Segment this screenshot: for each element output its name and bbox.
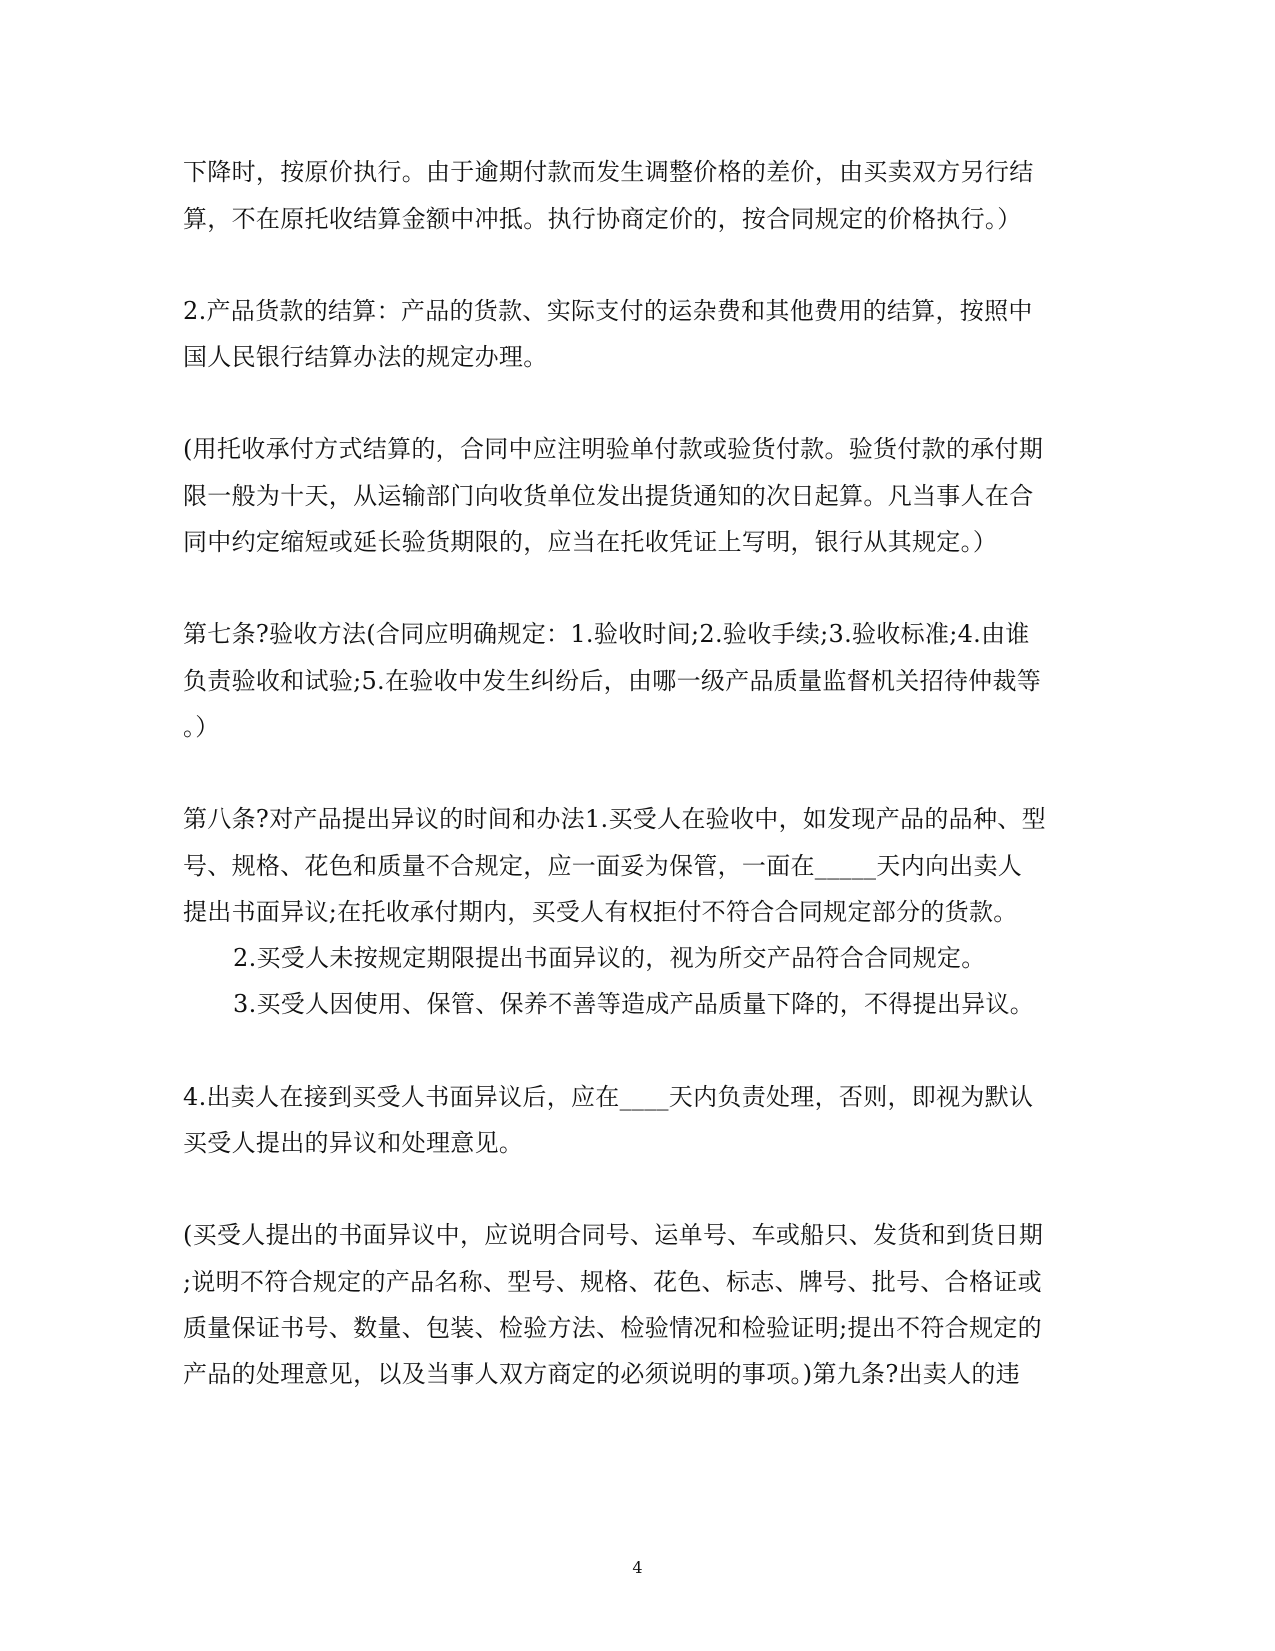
page-number: 4 [632,1558,643,1577]
text-line: 2.买受人未按规定期限提出书面异议的，视为所交产品符合合同规定。 [233,944,986,972]
text-line: 提出书面异议;在托收承付期内，买受人有权拒付不符合合同规定部分的货款。 [183,898,1018,926]
text-line: (买受人提出的书面异议中，应说明合同号、运单号、车或船只、发货和到货日期 [183,1221,1044,1249]
text-line: ;说明不符合规定的产品名称、型号、规格、花色、标志、牌号、批号、合格证或 [183,1268,1042,1296]
text-line: 第七条?验收方法(合同应明确规定：1.验收时间;2.验收手续;3.验收标准;4.由谁 [183,620,1030,648]
text-line: 第八条?对产品提出异议的时间和办法1.买受人在验收中，如发现产品的品种、型 [183,805,1046,833]
text-line: 同中约定缩短或延长验货期限的，应当在托收凭证上写明，银行从其规定。） [183,528,998,556]
text-line: 4.出卖人在接到买受人书面异议后，应在____天内负责处理，否则，即视为默认 [183,1083,1034,1111]
text-line: 限一般为十天，从运输部门向收货单位发出提货通知的次日起算。凡当事人在合 [183,482,1034,510]
text-line: 国人民银行结算办法的规定办理。 [183,343,548,371]
text-line: 算，不在原托收结算金额中冲抵。执行协商定价的，按合同规定的价格执行。） [183,205,1022,233]
text-line: 产品的处理意见，以及当事人双方商定的必须说明的事项。)第九条?出卖人的违 [183,1360,1021,1388]
text-line: 负责验收和试验;5.在验收中发生纠纷后，由哪一级产品质量监督机关招待仲裁等 [183,667,1042,695]
text-line: 质量保证书号、数量、包装、检验方法、检验情况和检验证明;提出不符合规定的 [183,1314,1042,1342]
text-line: 号、规格、花色和质量不合规定，应一面妥为保管，一面在_____天内向出卖人 [183,852,1023,880]
text-line: 。） [183,713,220,741]
text-line: 2.产品货款的结算：产品的货款、实际支付的运杂费和其他费用的结算，按照中 [183,297,1033,325]
text-line: 3.买受人因使用、保管、保养不善等造成产品质量下降的，不得提出异议。 [233,990,1035,1018]
text-line: (用托收承付方式结算的，合同中应注明验单付款或验货付款。验货付款的承付期 [183,435,1044,463]
text-line: 买受人提出的异议和处理意见。 [183,1129,524,1157]
text-line: 下降时，按原价执行。由于逾期付款而发生调整价格的差价，由买卖双方另行结 [183,158,1034,186]
